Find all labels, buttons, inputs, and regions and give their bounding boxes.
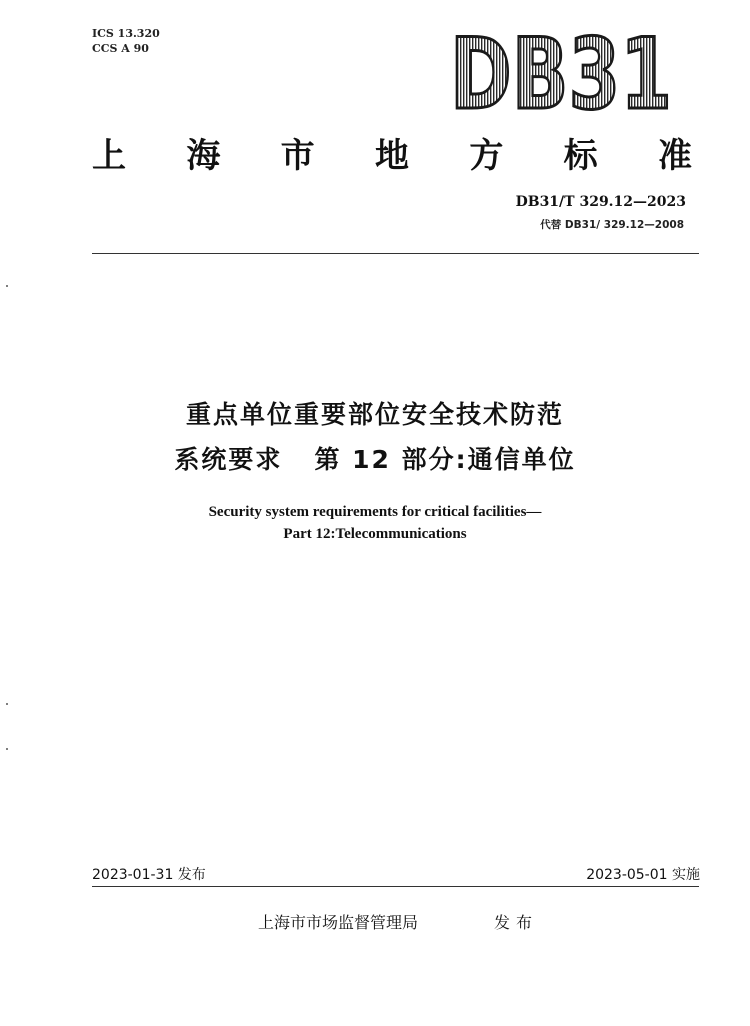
implementation-date: 2023-05-01 实施 xyxy=(586,867,700,883)
standard-type-char: 海 xyxy=(186,136,221,176)
standard-type-char: 地 xyxy=(374,136,409,176)
classification-codes xyxy=(92,26,160,56)
publish-label: 发布 xyxy=(494,913,539,932)
standard-type-char: 市 xyxy=(280,136,315,176)
standard-type-char: 标 xyxy=(563,136,598,176)
standard-number: DB31/T 329.12—2023 xyxy=(515,194,686,210)
replaced-standard: 代替 DB31/ 329.12—2008 xyxy=(540,219,684,231)
standard-type-title xyxy=(92,128,692,177)
publisher-name: 上海市市场监督管理局 xyxy=(258,913,419,932)
bottom-divider xyxy=(92,886,699,887)
scan-speck xyxy=(6,285,8,287)
chinese-title-line-1: 重点单位重要部位安全技术防范 xyxy=(185,400,564,429)
ccs-code: CCS A 90 xyxy=(92,42,149,55)
scan-speck xyxy=(6,748,8,750)
scan-speck xyxy=(6,703,8,705)
issue-date: 2023-01-31 发布 xyxy=(92,867,206,883)
english-title-line-2: Part 12:Telecommunications xyxy=(283,526,467,542)
standard-type-char: 准 xyxy=(657,136,692,176)
chinese-title-line-2 xyxy=(0,440,750,476)
db31-logo-text: DB31 xyxy=(450,18,672,132)
top-divider xyxy=(92,253,699,254)
english-title-line-1: Security system requirements for critical facilities— xyxy=(208,504,542,520)
db31-logo xyxy=(448,18,674,132)
chinese-title-line-2-text: 系统要求 第 12 部分:通信单位 xyxy=(174,445,576,474)
standard-type-char: 上 xyxy=(92,136,126,176)
standard-type-char: 方 xyxy=(469,136,504,176)
ics-code: ICS 13.320 xyxy=(92,27,160,40)
